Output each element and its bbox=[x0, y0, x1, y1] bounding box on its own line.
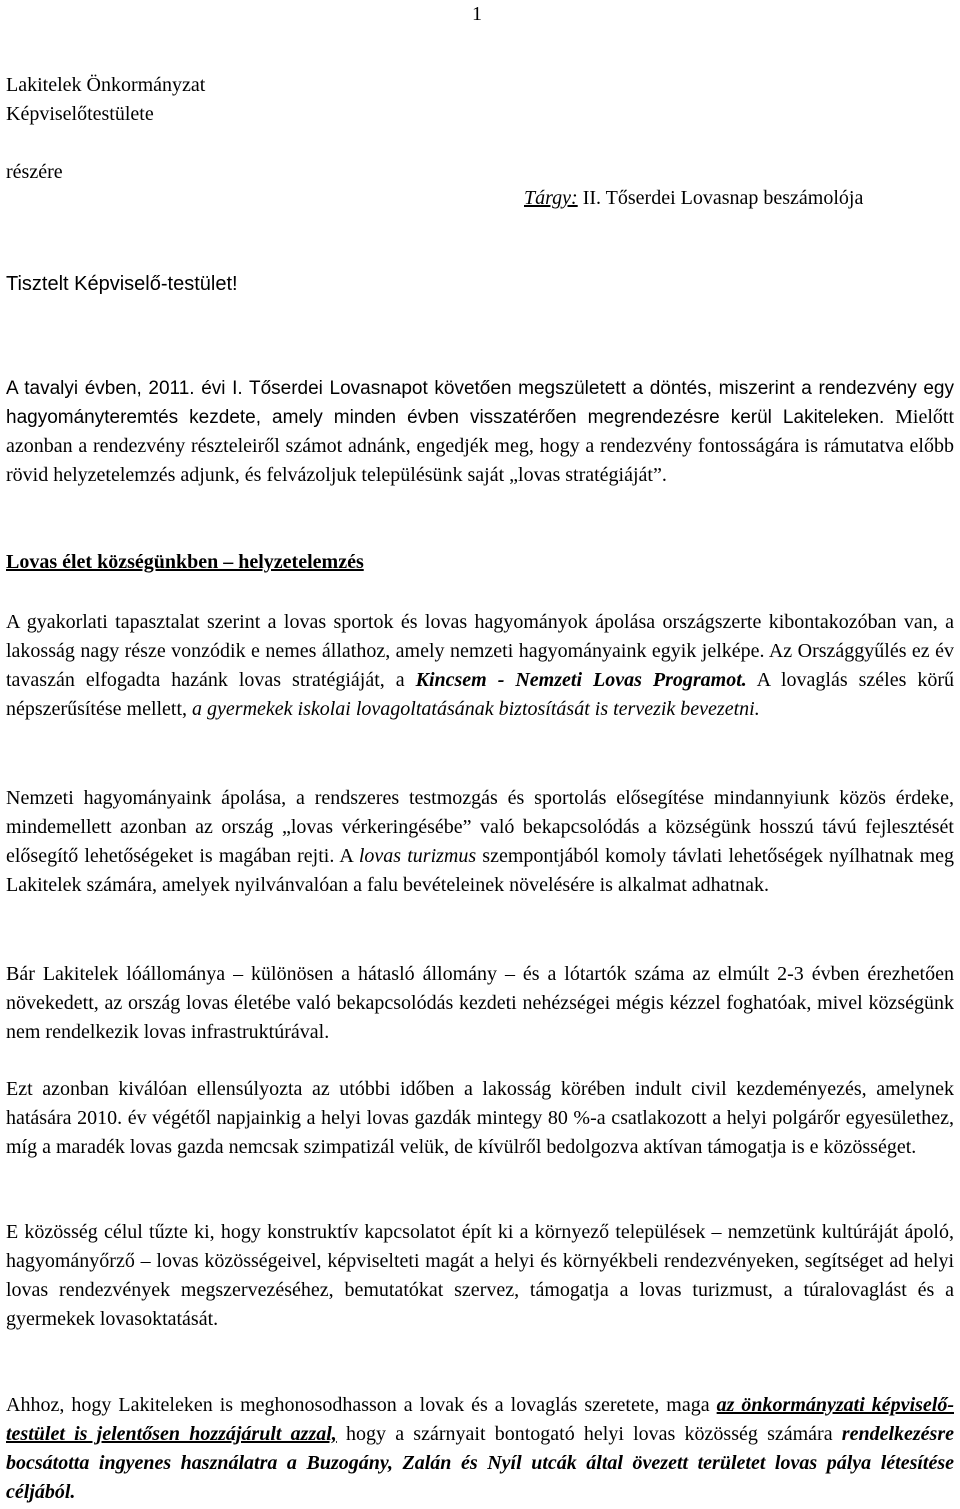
intro-paragraph bbox=[6, 374, 954, 490]
paragraph-5: E közösség célul tűzte ki, hogy konstruktív kapcsolatot épít ki a környező települések – nemzetünk kultúráját ápoló, hagyományőrző – lovas közösségeivel, képviselteti magát a helyi és környékbeli rendezvényeken, segítséget ad helyi lovas rendezvények megszervezéséhez, bemutatókat szervez, támogatja a lovas turizmust, a túralovaglást és a gyermekek lovasoktatását. bbox=[6, 1221, 954, 1330]
p6-text-a: Ahhoz, hogy Lakiteleken is meghonosodhasson a lovak és a lovaglás szeretete, maga bbox=[6, 1394, 717, 1416]
p1-italic-text: a gyermekek iskolai lovagoltatásának biztosítását is tervezik bevezetni. bbox=[192, 698, 760, 720]
paragraph-2 bbox=[6, 784, 954, 900]
page-number: 1 bbox=[472, 3, 482, 25]
p2-text-c: szempontjából komoly távlati lehetőségek nyílhatnak meg Lakitelek számára, amelyek nyilvánvalóan a falu bevételeinek növelésére is alkalmat adhatnak. bbox=[6, 845, 955, 896]
p1-text-c: A lovaglás széles körű népszerűsítése mellett, bbox=[6, 669, 954, 720]
paragraph-4: Ezt azonban kiválóan ellensúlyozta az utóbbi időben a lakosság körében indult civil kezdeményezés, amelynek hatására 2010. év végétől napjainkig a helyi lovas gazdák mintegy 80 %-a csatlakozott a helyi polgárőr egyesülethez, míg a maradék lovas gazda nemcsak szimpatizál velük, de kívülről bedolgozva aktívan támogatja is e közösséget. bbox=[6, 1078, 954, 1158]
subject-text: II. Tőserdei Lovasnap beszámolója bbox=[577, 187, 864, 209]
paragraph-6 bbox=[6, 1391, 954, 1507]
addressee-block bbox=[6, 71, 205, 129]
p6-bold-italic: rendelkezésre bocsátotta ingyenes használatra a Buzogány, Zalán és Nyíl utcák által övezett területet lovas pálya létesítése céljából. bbox=[6, 1423, 954, 1503]
intro-part-1: A tavalyi évben, 2011. évi I. Tőserdei Lovasnapot követően megszületett a döntés, miszerint a rendezvény egy hagyományteremtés kezdete, amely minden évben visszatérően megrendezésre kerül Lakiteleken. bbox=[6, 378, 954, 428]
p1-text-a: A gyakorlati tapasztalat szerint a lovas sportok és lovas hagyományok ápolása országszerte kibontakozóban van, a lakosság nagy része vonzódik e nemes állathoz, amely nemzeti hagyományaink egyik jelképe. Az Országgyűlés ez év tavaszán elfogadta hazánk lovas stratégiáját, a bbox=[6, 611, 954, 691]
p1-program-name: Kincsem - Nemzeti Lovas Programot. bbox=[415, 669, 747, 691]
addressee-for: részére bbox=[6, 161, 63, 183]
intro-part-2: Mielőtt azonban a rendezvény részteleiről számot adnánk, engedjék meg, hogy a rendezvény fontosságára is rámutatva előbb rövid helyzetelemzés adjunk, és felvázoljuk településünk saját „lovas stratégiáját”. bbox=[6, 406, 954, 486]
paragraph-3: Bár Lakitelek lóállománya – különösen a hátasló állomány – és a lótartók száma az elmúlt 2-3 évben érezhetően növekedett, az ország lovas életébe való bekapcsolódás kezdeti nehézségei mégis kézzel foghatóak, mivel községünk nem rendelkezik lovas infrastruktúrával. bbox=[6, 963, 954, 1043]
section-heading: Lovas élet községünkben – helyzetelemzés bbox=[6, 551, 364, 573]
salutation: Tisztelt Képviselő-testület! bbox=[6, 273, 238, 295]
p6-text-c: hogy a szárnyait bontogató helyi lovas közösség számára bbox=[336, 1423, 842, 1445]
subject-line bbox=[524, 187, 863, 210]
paragraph-1 bbox=[6, 608, 954, 724]
p6-bold-underlined: az önkormányzati képviselő-testület is jelentősen hozzájárult azzal, bbox=[6, 1394, 954, 1445]
subject-label: Tárgy: bbox=[524, 187, 578, 209]
p2-italic-term: lovas turizmus bbox=[358, 845, 477, 867]
p2-text-a: Nemzeti hagyományaink ápolása, a rendszeres testmozgás és sportolás elősegítése mindannyiunk közös érdeke, mindemellett azonban az ország „lovas vérkeringésébe” való bekapcsolódás a községünk hosszú távú fejlesztését elősegítő lehetőségeket is magában rejti. A bbox=[6, 787, 954, 867]
addressee-line-1: Lakitelek Önkormányzat bbox=[6, 74, 206, 96]
addressee-line-2: Képviselőtestülete bbox=[6, 103, 154, 125]
